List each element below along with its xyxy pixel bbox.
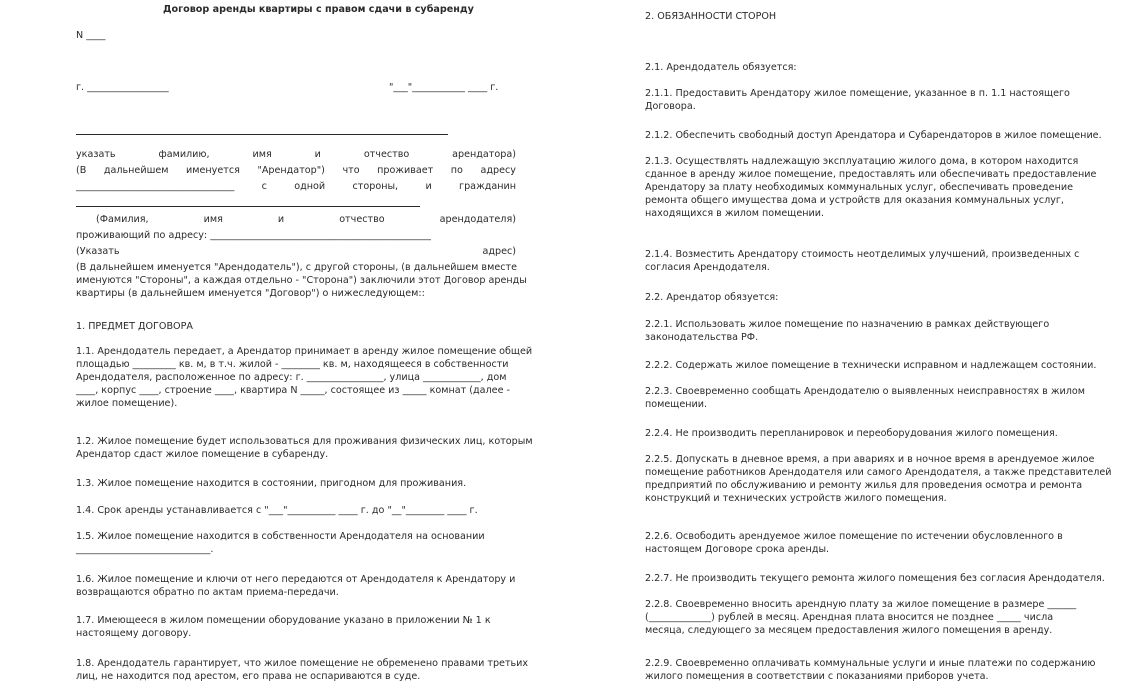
- text-line: 2.1.4. Возместить Арендатору стоимость неотделимых улучшений, произведенных с: [645, 249, 1080, 260]
- clause-2-1-2: [645, 129, 1102, 142]
- clause-2-2-5: [645, 453, 1112, 505]
- text-word: "Арендатор"): [257, 165, 325, 176]
- clause-2-2-3: [645, 385, 1085, 411]
- text-line: находящихся в жилом помещении.: [645, 208, 825, 219]
- text-word: именуется: [186, 165, 240, 176]
- text-line: конструкций и технических устройств жилого помещения.: [645, 493, 947, 504]
- text-word: по: [450, 165, 463, 176]
- clause-2-1-1: [645, 87, 1085, 113]
- text-line: 2.1. Арендодатель обязуется:: [645, 62, 797, 73]
- text-line: ____, корпус ____, строение ____, квартира N _____, состоящее из _____ комнат (далее -: [76, 385, 510, 396]
- text-line: квартиры (в дальнейшем именуется "Договор") о нижеследующем::: [76, 288, 425, 299]
- hint-word: арендатора): [452, 149, 516, 160]
- clause-2-2-9: [645, 657, 1096, 683]
- address-field: проживающий по адресу: ______________________________________________: [76, 230, 431, 241]
- text-line: 2.2. Арендатор обязуется:: [645, 292, 779, 303]
- text-line: 2.2.5. Допускать в дневное время, а при авариях и в ночное время в арендуемое жилое: [645, 454, 1095, 465]
- clause-2-2-8: [645, 598, 1085, 637]
- document-title: Договор аренды квартиры с правом сдачи в субаренду: [163, 4, 474, 15]
- text-line: 1.2. Жилое помещение будет использоваться для проживания физических лиц, которым: [76, 436, 533, 447]
- text-line: лиц, не находится под арестом, его права не оспариваются в суде.: [76, 671, 421, 682]
- clause-2-2-2: [645, 359, 1097, 372]
- text-line: 2.2.7. Не производить текущего ремонта жилого помещения без согласия Арендодателя.: [645, 573, 1105, 584]
- clause-2-2-7: [645, 572, 1105, 585]
- hint-word: имя: [252, 149, 272, 160]
- text-line: именуются "Стороны", а каждая отдельно - "Сторона") заключили этот Договор аренды: [76, 275, 527, 286]
- clause-2-2-6: [645, 530, 1085, 556]
- text-line: 2.2.1. Использовать жилое помещение по назначению в рамках действующего: [645, 319, 1050, 330]
- address-hint-row: [76, 245, 516, 258]
- clause-1-1: [76, 345, 533, 410]
- text-line: (В дальнейшем именуется "Арендодатель"), с другой стороны, (в дальнейшем вместе: [76, 262, 517, 273]
- text-line: 1.5. Жилое помещение находится в собственности Арендодателя на основании: [76, 531, 485, 542]
- hint-word: и: [314, 149, 321, 160]
- text-line: 1.4. Срок аренды устанавливается с "___"__________ ____ г. до "__"________ ____ г.: [76, 505, 478, 516]
- contract-page-left: [76, 0, 533, 693]
- hint-word: (Указать: [76, 246, 120, 257]
- text-line: возвращаются обратно по актам приема-передачи.: [76, 587, 339, 598]
- hint-word: фамилию,: [158, 149, 210, 160]
- city-field: г. _________________: [76, 82, 169, 93]
- contract-page-right: [645, 0, 1112, 693]
- text-word: (В: [76, 165, 87, 176]
- text-line: 2.1.2. Обеспечить свободный доступ Арендатора и Субарендаторов в жилое помещение.: [645, 130, 1102, 141]
- clause-2-1-4: [645, 248, 1085, 274]
- hint-word: указать: [76, 149, 116, 160]
- section-heading: 1. ПРЕДМЕТ ДОГОВОРА: [76, 321, 193, 332]
- text-line: 2.1.1. Предоставить Арендатору жилое помещение, указанное в п. 1.1 настоящего: [645, 88, 1070, 99]
- text-line: Договора.: [645, 101, 696, 112]
- intro-paragraph: [76, 261, 527, 300]
- signature-line: [76, 134, 448, 135]
- signature-line: [76, 206, 420, 207]
- text-word: адресу: [480, 165, 516, 176]
- hint-word: отчество: [339, 214, 385, 225]
- hint-word: имя: [203, 214, 223, 225]
- tenant-hint-row: [96, 213, 516, 226]
- landlord-line-2: [76, 164, 516, 177]
- text-line: 1.7. Имеющееся в жилом помещении оборудование указано в приложении № 1 к: [76, 615, 491, 626]
- text-line: ремонта общего имущества дома и устройств для оказания коммунальных услуг,: [645, 195, 1064, 206]
- text-word: проживает: [377, 165, 434, 176]
- clause-1-5: [76, 530, 516, 556]
- text-line: 2.2.4. Не производить перепланировок и переоборудования жилого помещения.: [645, 428, 1058, 439]
- text-word: что: [342, 165, 360, 176]
- text-word: дальнейшем: [103, 165, 169, 176]
- text-line: жилого помещения в соответствии с показаниями приборов учета.: [645, 671, 989, 682]
- date-field: "___"___________ ____ г.: [389, 82, 499, 93]
- clause-1-8: [76, 657, 529, 683]
- clause-2-1: [645, 61, 1085, 74]
- clause-1-4: [76, 504, 516, 517]
- hint-word: адрес): [482, 246, 516, 257]
- contract-number: N ____: [76, 30, 106, 41]
- landlord-line-3: _________________________________ с одной стороны, и гражданин: [76, 181, 516, 192]
- landlord-hint-row: [76, 148, 516, 161]
- text-line: 2.2.6. Освободить арендуемое жилое помещение по истечении обусловленного в: [645, 531, 1063, 542]
- text-line: 1.6. Жилое помещение и ключи от него передаются от Арендодателя к Арендатору и: [76, 574, 516, 585]
- text-line: сданное в аренду жилое помещение, предоставлять или обеспечивать предоставление: [645, 169, 1097, 180]
- text-line: 1.3. Жилое помещение находится в состоянии, пригодном для проживания.: [76, 478, 467, 489]
- text-line: Арендатору за плату необходимых коммунальных услуг, обеспечивать проведение: [645, 182, 1073, 193]
- hint-word: отчество: [363, 149, 410, 160]
- hint-word: (Фамилия,: [96, 214, 149, 225]
- clause-2-2-4: [645, 427, 1085, 440]
- text-line: настоящему договору.: [76, 628, 192, 639]
- clause-2-1-3: [645, 155, 1097, 220]
- text-line: помещение работников Арендодателя или самого Арендодателя, а также представителей: [645, 467, 1112, 478]
- clause-1-7: [76, 614, 516, 640]
- text-line: жилое помещение).: [76, 398, 178, 409]
- hint-word: и: [277, 214, 285, 225]
- clause-2-2-1: [645, 318, 1085, 344]
- clause-1-2: [76, 435, 533, 461]
- text-line: (_____________) рублей в месяц. Арендная плата вносится не позднее _____ числа: [645, 612, 1054, 623]
- text-line: законодательства РФ.: [645, 332, 759, 343]
- text-line: 2.1.3. Осуществлять надлежащую эксплуатацию жилого дома, в котором находится: [645, 156, 1079, 167]
- text-line: согласия Арендодателя.: [645, 262, 770, 273]
- text-line: 1.8. Арендодатель гарантирует, что жилое помещение не обременено правами третьих: [76, 658, 529, 669]
- text-line: настоящем Договоре срока аренды.: [645, 544, 830, 555]
- text-line: Арендодателя, расположенное по адресу: г. ________________, улица ____________, дом: [76, 372, 507, 383]
- section-heading: 2. ОБЯЗАННОСТИ СТОРОН: [645, 11, 777, 22]
- text-line: помещении.: [645, 399, 708, 410]
- text-line: 2.2.2. Содержать жилое помещение в технически исправном и надлежащем состоянии.: [645, 360, 1097, 371]
- text-line: месяца, следующего за месяцем предоставления жилого помещения в аренду.: [645, 625, 1053, 636]
- text-line: Арендатор сдаст жилое помещение в субаренду.: [76, 449, 329, 460]
- clause-1-3: [76, 477, 516, 490]
- hint-word: арендодателя): [439, 214, 516, 225]
- text-line: 2.2.9. Своевременно оплачивать коммунальные услуги и иные платежи по содержанию: [645, 658, 1096, 669]
- clause-2-2: [645, 291, 1085, 304]
- text-line: 2.2.3. Своевременно сообщать Арендодателю о выявленных неисправностях в жилом: [645, 386, 1085, 397]
- text-line: 2.2.8. Своевременно вносить арендную плату за жилое помещение в размере ______: [645, 599, 1077, 610]
- text-line: ____________________________.: [76, 544, 214, 555]
- clause-1-6: [76, 573, 516, 599]
- text-line: предприятий по обслуживанию и ремонту жилья для проведения осмотра и ремонта: [645, 480, 1083, 491]
- text-line: 1.1. Арендодатель передает, а Арендатор принимает в аренду жилое помещение общей: [76, 346, 533, 357]
- text-line: площадью _________ кв. м, в т.ч. жилой - ________ кв. м, находящееся в собственности: [76, 359, 509, 370]
